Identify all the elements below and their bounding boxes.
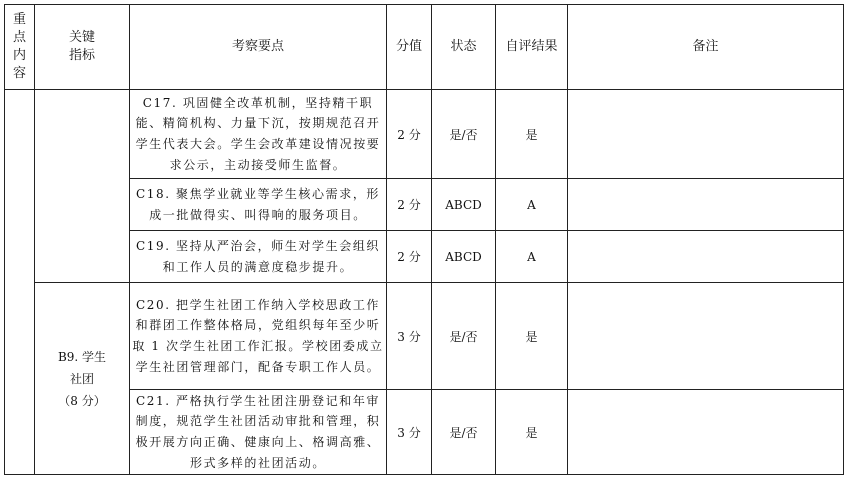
result-cell: 是 [496, 283, 568, 390]
point-cell: C19. 坚持从严治会，师生对学生会组织和工作人员的满意度稳步提升。 [130, 231, 387, 283]
header-score: 分值 [387, 5, 432, 90]
point-cell: C18. 聚焦学业就业等学生核心需求，形成一批做得实、叫得响的服务项目。 [130, 179, 387, 231]
status-cell: 是/否 [432, 390, 496, 475]
status-cell: ABCD [432, 231, 496, 283]
table-row [5, 283, 844, 390]
header-key-content-label [5, 11, 34, 83]
point-cell: C17. 巩固健全改革机制，坚持精干职能、精简机构、力量下沉，按期规范召开学生代表大会。学生会改革建设情况按要求公示，主动接受师生监督。 [130, 90, 387, 179]
indicator-b9-label: B9. 学生 社团 （8 分） [57, 349, 107, 408]
header-key-content-char: 点 [12, 30, 26, 45]
header-indicator-label: 关键 指标 [68, 30, 95, 63]
table-row [5, 90, 844, 179]
remark-cell [568, 390, 844, 475]
remark-cell [568, 283, 844, 390]
point-cell: C21. 严格执行学生社团注册登记和年审制度，规范学生社团活动审批和管理，积极开展方向正确、健康向上、格调高雅、形式多样的社团活动。 [130, 390, 387, 475]
header-key-content [5, 5, 35, 90]
header-row [5, 5, 844, 90]
result-cell: A [496, 179, 568, 231]
score-cell: 2 分 [387, 231, 432, 283]
status-cell: 是/否 [432, 283, 496, 390]
result-cell: A [496, 231, 568, 283]
point-cell: C20. 把学生社团工作纳入学校思政工作和群团工作整体格局，党组织每年至少听取 1 次学生社团工作汇报。学校团委成立学生社团管理部门，配备专职工作人员。 [130, 283, 387, 390]
result-cell: 是 [496, 90, 568, 179]
remark-cell [568, 231, 844, 283]
score-cell: 2 分 [387, 179, 432, 231]
table-row [5, 231, 844, 283]
header-remarks: 备注 [568, 5, 844, 90]
score-cell: 3 分 [387, 390, 432, 475]
header-key-content-char: 容 [12, 66, 26, 81]
header-key-content-char: 重 [12, 12, 26, 27]
table-row [5, 179, 844, 231]
status-cell: ABCD [432, 179, 496, 231]
remark-cell [568, 179, 844, 231]
remark-cell [568, 90, 844, 179]
header-self-result: 自评结果 [496, 5, 568, 90]
header-key-content-char: 内 [12, 48, 26, 63]
score-cell: 2 分 [387, 90, 432, 179]
evaluation-table [4, 4, 844, 475]
indicator-cell-b9 [35, 283, 130, 475]
indicator-cell-empty [35, 90, 130, 283]
header-status: 状态 [432, 5, 496, 90]
score-cell: 3 分 [387, 283, 432, 390]
header-points: 考察要点 [130, 5, 387, 90]
table-row [5, 390, 844, 475]
header-indicator [35, 5, 130, 90]
key-content-cell [5, 90, 35, 475]
status-cell: 是/否 [432, 90, 496, 179]
result-cell: 是 [496, 390, 568, 475]
